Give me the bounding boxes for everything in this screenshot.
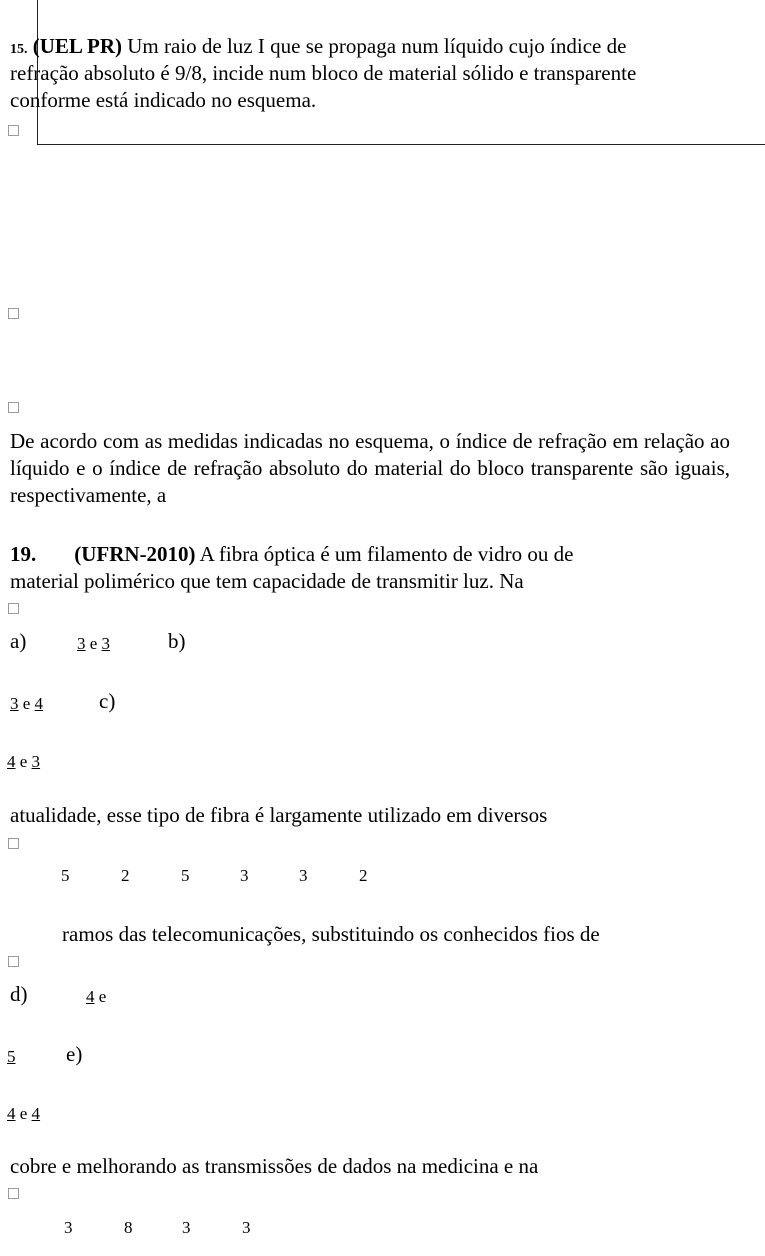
option-d-num2: 5: [7, 1047, 16, 1066]
option-a-label: a): [10, 629, 27, 653]
option-a-num1: 3: [77, 634, 86, 653]
option-e-sep: e: [15, 1104, 32, 1123]
denominator: 3: [64, 1218, 73, 1237]
option-c-sep: e: [15, 752, 32, 771]
option-a-sep: e: [85, 634, 102, 653]
q15-line1-text: Um raio de luz I que se propaga num líquido cujo índice de: [122, 34, 627, 58]
q15-number: 15.: [10, 42, 28, 57]
option-b-value: [10, 694, 43, 714]
q19-number: 19.: [10, 542, 37, 566]
option-e-label: e): [66, 1042, 83, 1066]
missing-image-placeholder: [8, 1188, 19, 1199]
denominator: 5: [181, 866, 190, 885]
option-a-value: [77, 634, 110, 654]
denominator: 5: [61, 866, 70, 885]
q19-line1-text: A fibra óptica é um filamento de vidro ou de: [195, 542, 574, 566]
option-b-num1: 3: [10, 694, 19, 713]
missing-image-placeholder: [8, 603, 19, 614]
q19-source: (UFRN-2010): [74, 542, 196, 566]
option-d-sep: e: [94, 987, 107, 1006]
missing-image-placeholder: [8, 125, 19, 136]
q19-line4: ramos das telecomunicações, substituindo os conhecidos fios de: [62, 922, 600, 946]
option-c-value: [7, 752, 40, 772]
denominator: 8: [124, 1218, 133, 1237]
q19-line1: [10, 541, 573, 568]
option-e-num2: 4: [31, 1104, 41, 1123]
frame-horizontal-line: [37, 144, 765, 145]
option-d-label: d): [10, 982, 28, 1006]
option-a-num2: 3: [101, 634, 111, 653]
option-c-num1: 4: [7, 752, 16, 771]
q19-line2: material polimérico que tem capacidade de transmitir luz. Na: [10, 569, 524, 593]
q15-line2: refração absoluto é 9/8, incide num bloco de material sólido e transparente: [10, 61, 637, 85]
missing-image-placeholder: [8, 402, 19, 413]
missing-image-placeholder: [8, 838, 19, 849]
option-e-num1: 4: [7, 1104, 16, 1123]
option-b-num2: 4: [34, 694, 44, 713]
denominator: 2: [121, 866, 130, 885]
q15-line1: [10, 33, 626, 60]
denominator: 3: [299, 866, 308, 885]
denominator: 3: [240, 866, 249, 885]
denominator: 3: [182, 1218, 191, 1237]
q15-line3: conforme está indicado no esquema.: [10, 88, 317, 112]
option-b-sep: e: [18, 694, 35, 713]
missing-image-placeholder: [8, 956, 19, 967]
missing-image-placeholder: [8, 308, 19, 319]
option-b-label: b): [168, 629, 186, 653]
q19-line5: cobre e melhorando as transmissões de dados na medicina e na: [10, 1154, 539, 1178]
q15-source: (UEL PR): [32, 34, 122, 58]
option-d-value: [82, 987, 106, 1007]
question-statement: De acordo com as medidas indicadas no esquema, o índice de refração em relação ao líquido e o índice de refração absoluto do material do bloco transparente são iguais, respectivamente, a: [10, 429, 730, 507]
option-d-num1: 4: [86, 987, 95, 1006]
denominator: 2: [359, 866, 368, 885]
q19-line3: atualidade, esse tipo de fibra é largamente utilizado em diversos: [10, 803, 548, 827]
option-c-num2: 3: [31, 752, 41, 771]
option-d-value-2: [7, 1047, 16, 1067]
option-c-label: c): [99, 689, 116, 713]
denominator: 3: [242, 1218, 251, 1237]
option-e-value: [7, 1104, 40, 1124]
